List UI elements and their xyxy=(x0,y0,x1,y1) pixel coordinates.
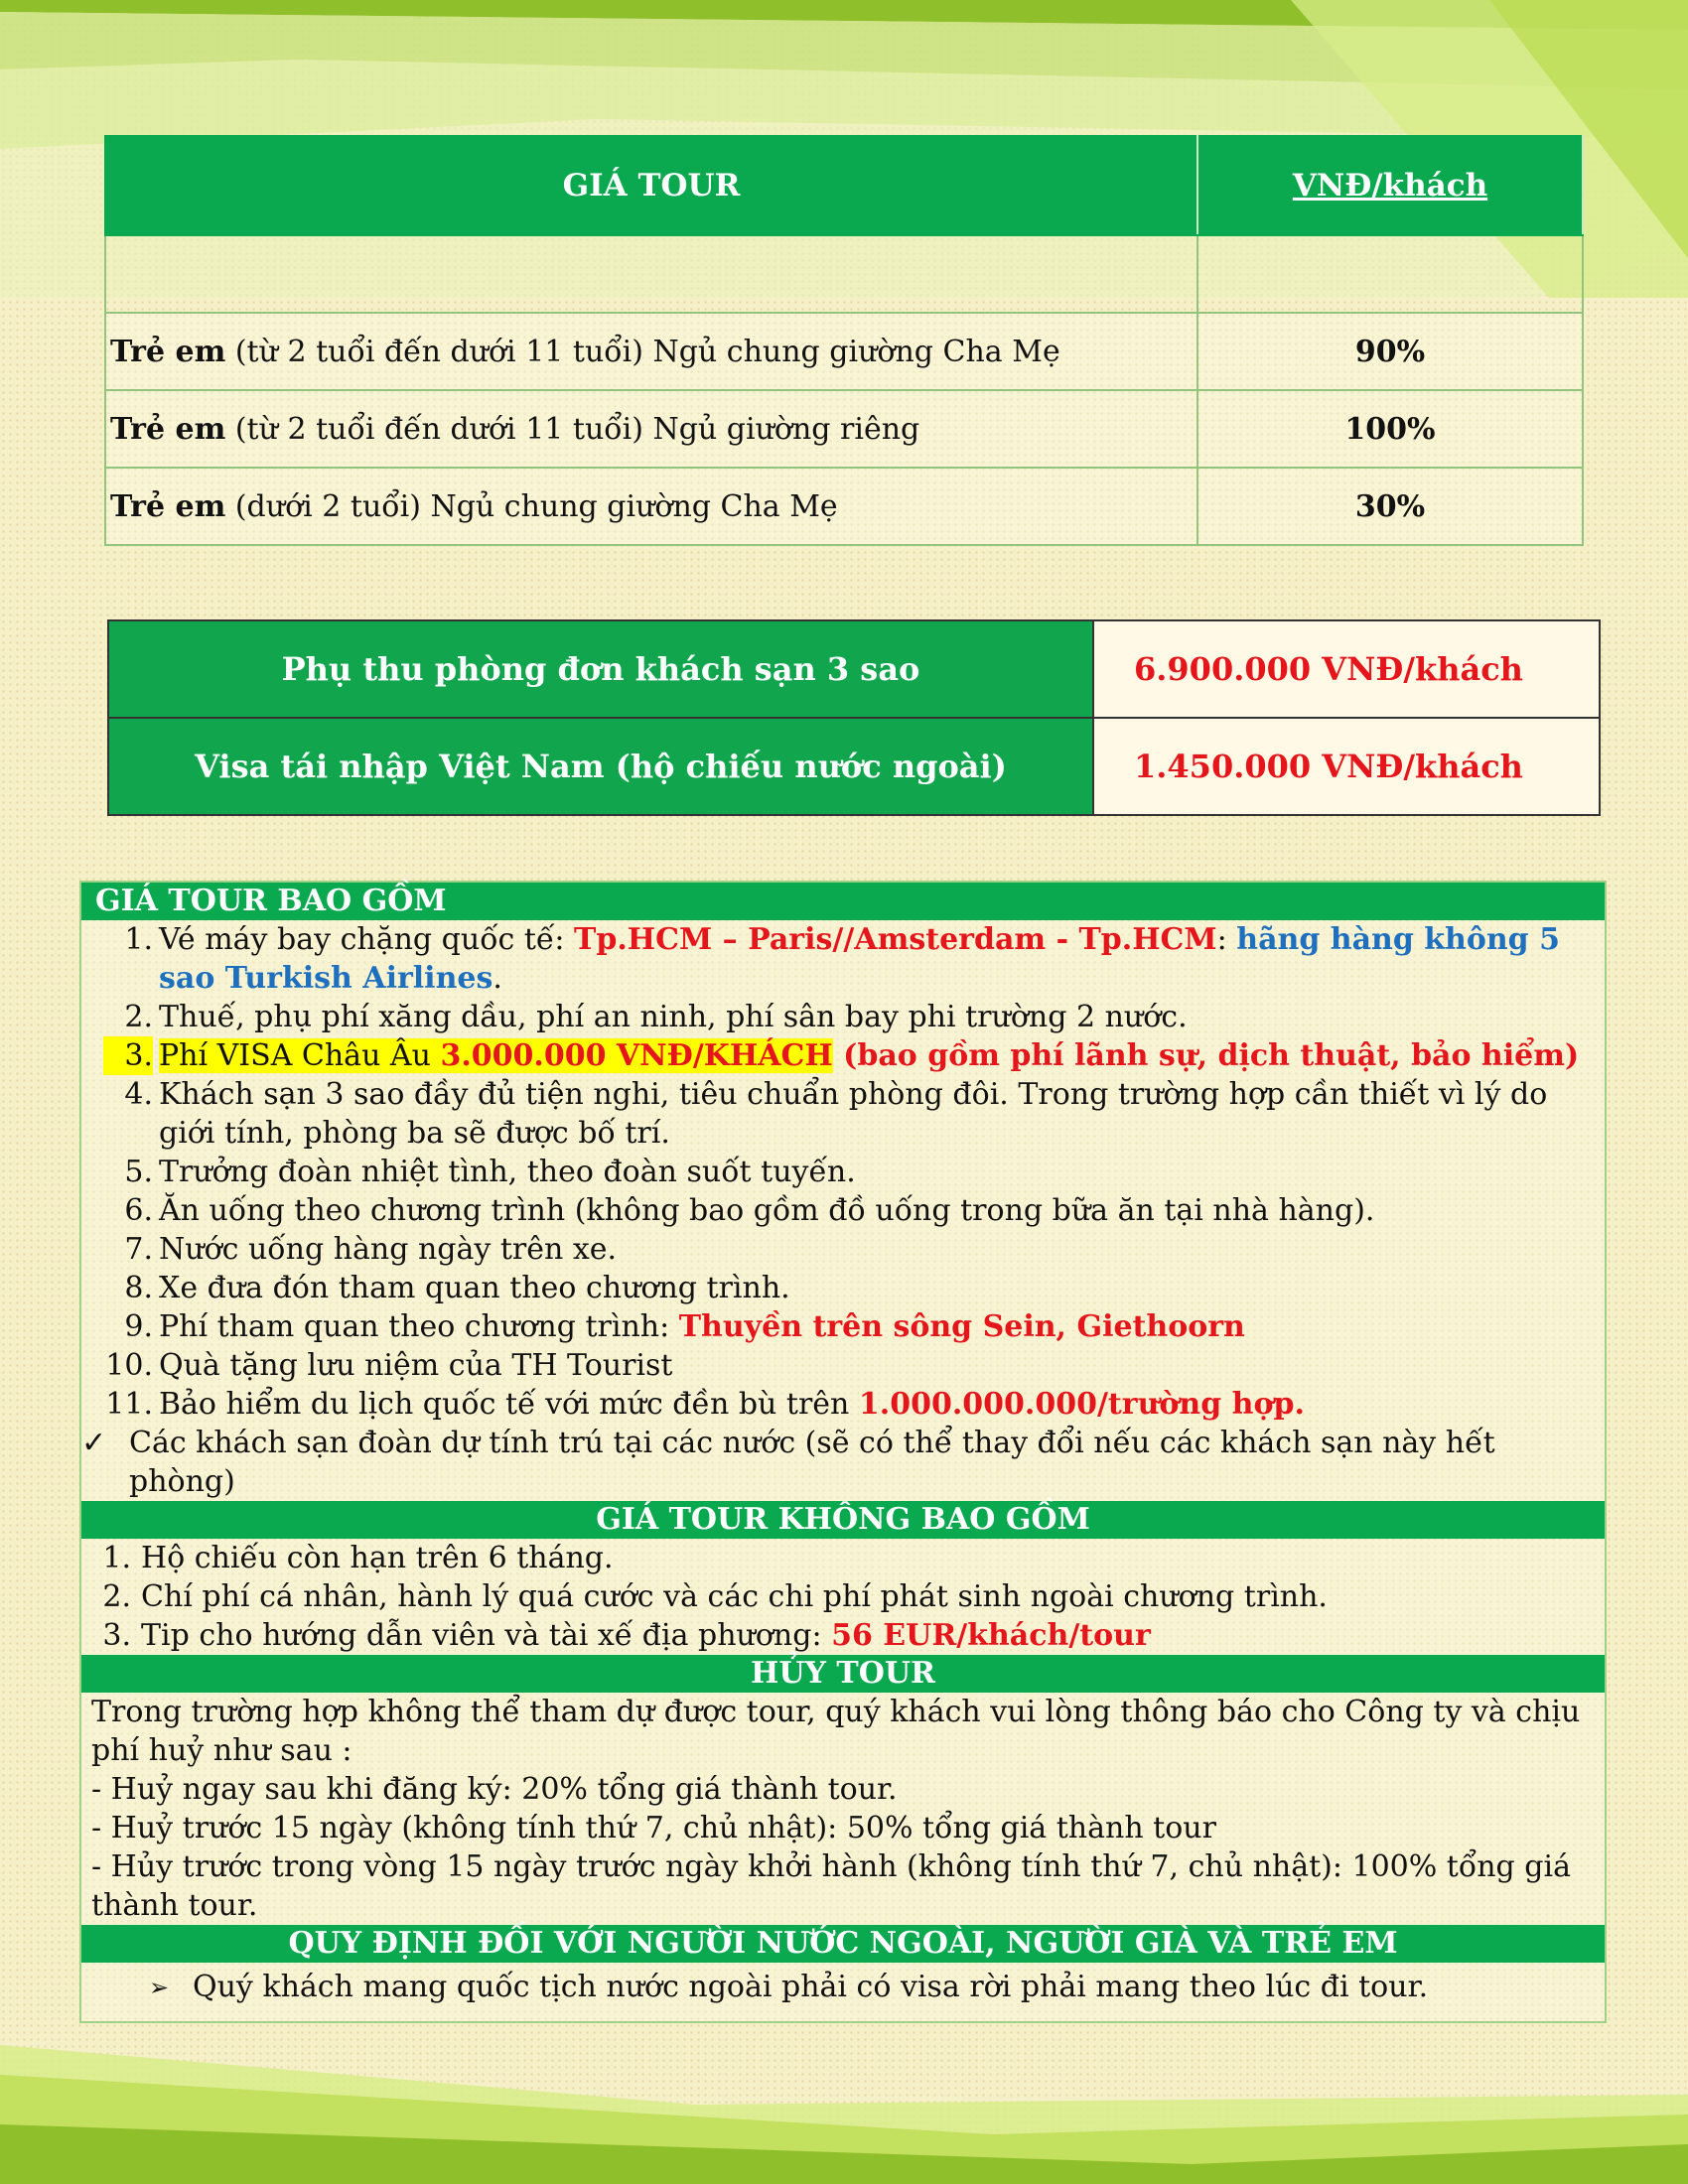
pricing-label xyxy=(105,468,1197,545)
pricing-row xyxy=(105,313,1583,390)
cancel-line: - Hủy trước trong vòng 15 ngày trước ngày khởi hành (không tính thứ 7, chủ nhật): 100% tổng giá thành tour. xyxy=(91,1849,1571,1923)
list-item-text: . xyxy=(492,961,502,996)
list-item-number: 1. xyxy=(102,1541,131,1575)
cancel-policy xyxy=(81,1693,1605,1925)
list-item-text: Hộ chiếu còn hạn trên 6 tháng. xyxy=(141,1541,614,1575)
surcharge-price: 6.900.000 VNĐ/khách xyxy=(1093,620,1600,718)
list-item-text: Chí phí cá nhân, hành lý quá cước và các chi phí phát sinh ngoài chương trình. xyxy=(141,1579,1328,1614)
list-item xyxy=(81,1075,1605,1153)
rule-item xyxy=(81,1963,1605,2012)
arrow-bullet-icon: ➢ xyxy=(149,1974,170,2001)
surcharge-label: Phụ thu phòng đơn khách sạn 3 sao xyxy=(108,620,1093,718)
list-item-text: Khách sạn 3 sao đầy đủ tiện nghi, tiêu chuẩn phòng đôi. Trong trường hợp cần thiết vì lý do giới tính, phòng ba sẽ được bố trí. xyxy=(159,1077,1548,1151)
pricing-header-item: GIÁ TOUR xyxy=(105,136,1197,235)
list-item-text: Tp.HCM – Paris//Amsterdam - Tp.HCM xyxy=(574,922,1217,957)
list-item-number: 8. xyxy=(124,1271,153,1305)
pricing-header-unit: VNĐ/khách xyxy=(1197,136,1583,235)
empty-cell xyxy=(1197,235,1583,313)
excluded-list xyxy=(81,1539,1605,1655)
list-item-number: 3. xyxy=(103,1036,153,1075)
included-list xyxy=(81,920,1605,1424)
list-item xyxy=(81,1539,1605,1577)
list-item-number: 2. xyxy=(124,1000,153,1034)
list-item-text: Vé máy bay chặng quốc tế: xyxy=(159,922,575,957)
pricing-label-bold: Trẻ em xyxy=(110,488,226,524)
list-item xyxy=(81,1307,1605,1346)
list-item-number: 10. xyxy=(105,1348,153,1383)
surcharge-price: 1.450.000 VNĐ/khách xyxy=(1093,718,1600,815)
surcharge-label: Visa tái nhập Việt Nam (hộ chiếu nước ngoài) xyxy=(108,718,1093,815)
hotel-note-text: Các khách sạn đoàn dự tính trú tại các nước (sẽ có thể thay đổi nếu các khách sạn này hết phòng) xyxy=(129,1426,1495,1499)
list-item-text: 3.000.000 VNĐ/KHÁCH xyxy=(440,1038,833,1073)
list-item xyxy=(81,1616,1605,1655)
pricing-row xyxy=(105,390,1583,468)
list-item-number: 3. xyxy=(102,1618,131,1653)
list-item-text: : xyxy=(1216,922,1237,957)
list-item xyxy=(81,1191,1605,1230)
rule-text: Quý khách mang quốc tịch nước ngoài phải có visa rời phải mang theo lúc đi tour. xyxy=(193,1970,1429,2004)
pricing-value: 90% xyxy=(1197,313,1583,390)
surcharge-table xyxy=(107,619,1601,816)
list-item-text: Nước uống hàng ngày trên xe. xyxy=(159,1232,618,1267)
list-item-text: Bảo hiểm du lịch quốc tế với mức đền bù trên xyxy=(159,1387,859,1422)
child-pricing-table xyxy=(104,135,1584,546)
list-item xyxy=(81,1153,1605,1191)
pricing-label-rest: (dưới 2 tuổi) Ngủ chung giường Cha Mẹ xyxy=(225,488,838,524)
cancel-line: - Huỷ trước 15 ngày (không tính thứ 7, chủ nhật): 50% tổng giá thành tour xyxy=(91,1811,1216,1845)
list-item xyxy=(81,1036,1605,1075)
pricing-label-bold: Trẻ em xyxy=(110,334,226,369)
list-item-number: 7. xyxy=(124,1232,153,1267)
list-item-number: 1. xyxy=(124,922,153,957)
list-item-number: 6. xyxy=(124,1193,153,1228)
excluded-heading: GIÁ TOUR KHÔNG BAO GỒM xyxy=(81,1501,1605,1539)
pricing-label-rest: (từ 2 tuổi đến dưới 11 tuổi) Ngủ giường riêng xyxy=(225,411,920,447)
list-item-text: (bao gồm phí lãnh sự, dịch thuật, bảo hiểm) xyxy=(832,1038,1580,1073)
list-item xyxy=(81,1346,1605,1385)
pricing-label xyxy=(105,313,1197,390)
list-item-text: Ăn uống theo chương trình (không bao gồm đồ uống trong bữa ăn tại nhà hàng). xyxy=(159,1193,1375,1228)
pricing-empty-row xyxy=(105,235,1583,313)
tour-info-box xyxy=(79,881,1607,2023)
checkmark-icon: ✓ xyxy=(81,1426,107,1460)
list-item-number: 2. xyxy=(102,1579,131,1614)
list-item xyxy=(81,1230,1605,1269)
list-item xyxy=(81,1269,1605,1307)
cancel-line: - Huỷ ngay sau khi đăng ký: 20% tổng giá thành tour. xyxy=(91,1772,898,1807)
list-item xyxy=(81,920,1605,998)
bottom-decoration xyxy=(0,2045,1688,2184)
cancel-heading: HỦY TOUR xyxy=(81,1655,1605,1693)
empty-cell xyxy=(105,235,1197,313)
included-heading: GIÁ TOUR BAO GỒM xyxy=(81,883,1605,920)
list-item-text: 56 EUR/khách/tour xyxy=(831,1618,1151,1653)
pricing-header-row xyxy=(105,136,1583,235)
list-item-text: Thuế, phụ phí xăng dầu, phí an ninh, phí sân bay phi trường 2 nước. xyxy=(159,1000,1188,1034)
list-item-text: Xe đưa đón tham quan theo chương trình. xyxy=(159,1271,790,1305)
rules-heading: QUY ĐỊNH ĐỐI VỚI NGƯỜI NƯỚC NGOÀI, NGƯỜI GIÀ VÀ TRẺ EM xyxy=(81,1925,1605,1963)
pricing-value: 100% xyxy=(1197,390,1583,468)
surcharge-row xyxy=(108,718,1600,815)
list-item-text: Quà tặng lưu niệm của TH Tourist xyxy=(159,1348,673,1383)
list-item xyxy=(81,1385,1605,1424)
list-item-text: Phí VISA Châu Âu xyxy=(159,1038,441,1073)
list-item-text: Phí tham quan theo chương trình: xyxy=(159,1309,679,1344)
list-item-text: 1.000.000.000/trường hợp. xyxy=(858,1387,1305,1422)
list-item-text: Thuyền trên sông Sein, Giethoorn xyxy=(678,1309,1245,1344)
list-item xyxy=(81,1577,1605,1616)
list-item-number: 11. xyxy=(105,1387,153,1422)
surcharge-row xyxy=(108,620,1600,718)
pricing-label-rest: (từ 2 tuổi đến dưới 11 tuổi) Ngủ chung giường Cha Mẹ xyxy=(225,334,1060,369)
pricing-value: 30% xyxy=(1197,468,1583,545)
hotel-note xyxy=(81,1424,1605,1501)
pricing-row xyxy=(105,468,1583,545)
pricing-label-bold: Trẻ em xyxy=(110,411,226,447)
list-item-number: 4. xyxy=(124,1077,153,1112)
list-item-number: 5. xyxy=(124,1155,153,1189)
list-item xyxy=(81,998,1605,1036)
pricing-label xyxy=(105,390,1197,468)
list-item-number: 9. xyxy=(124,1309,153,1344)
list-item-text: Trưởng đoàn nhiệt tình, theo đoàn suốt tuyến. xyxy=(159,1155,856,1189)
list-item-text: Tip cho hướng dẫn viên và tài xế địa phương: xyxy=(141,1618,832,1653)
cancel-line: Trong trường hợp không thể tham dự được tour, quý khách vui lòng thông báo cho Công ty và chịu phí huỷ như sau : xyxy=(91,1695,1581,1768)
list-item-text: hãng hàng không 5 sao Turkish Airlines xyxy=(159,922,1560,996)
